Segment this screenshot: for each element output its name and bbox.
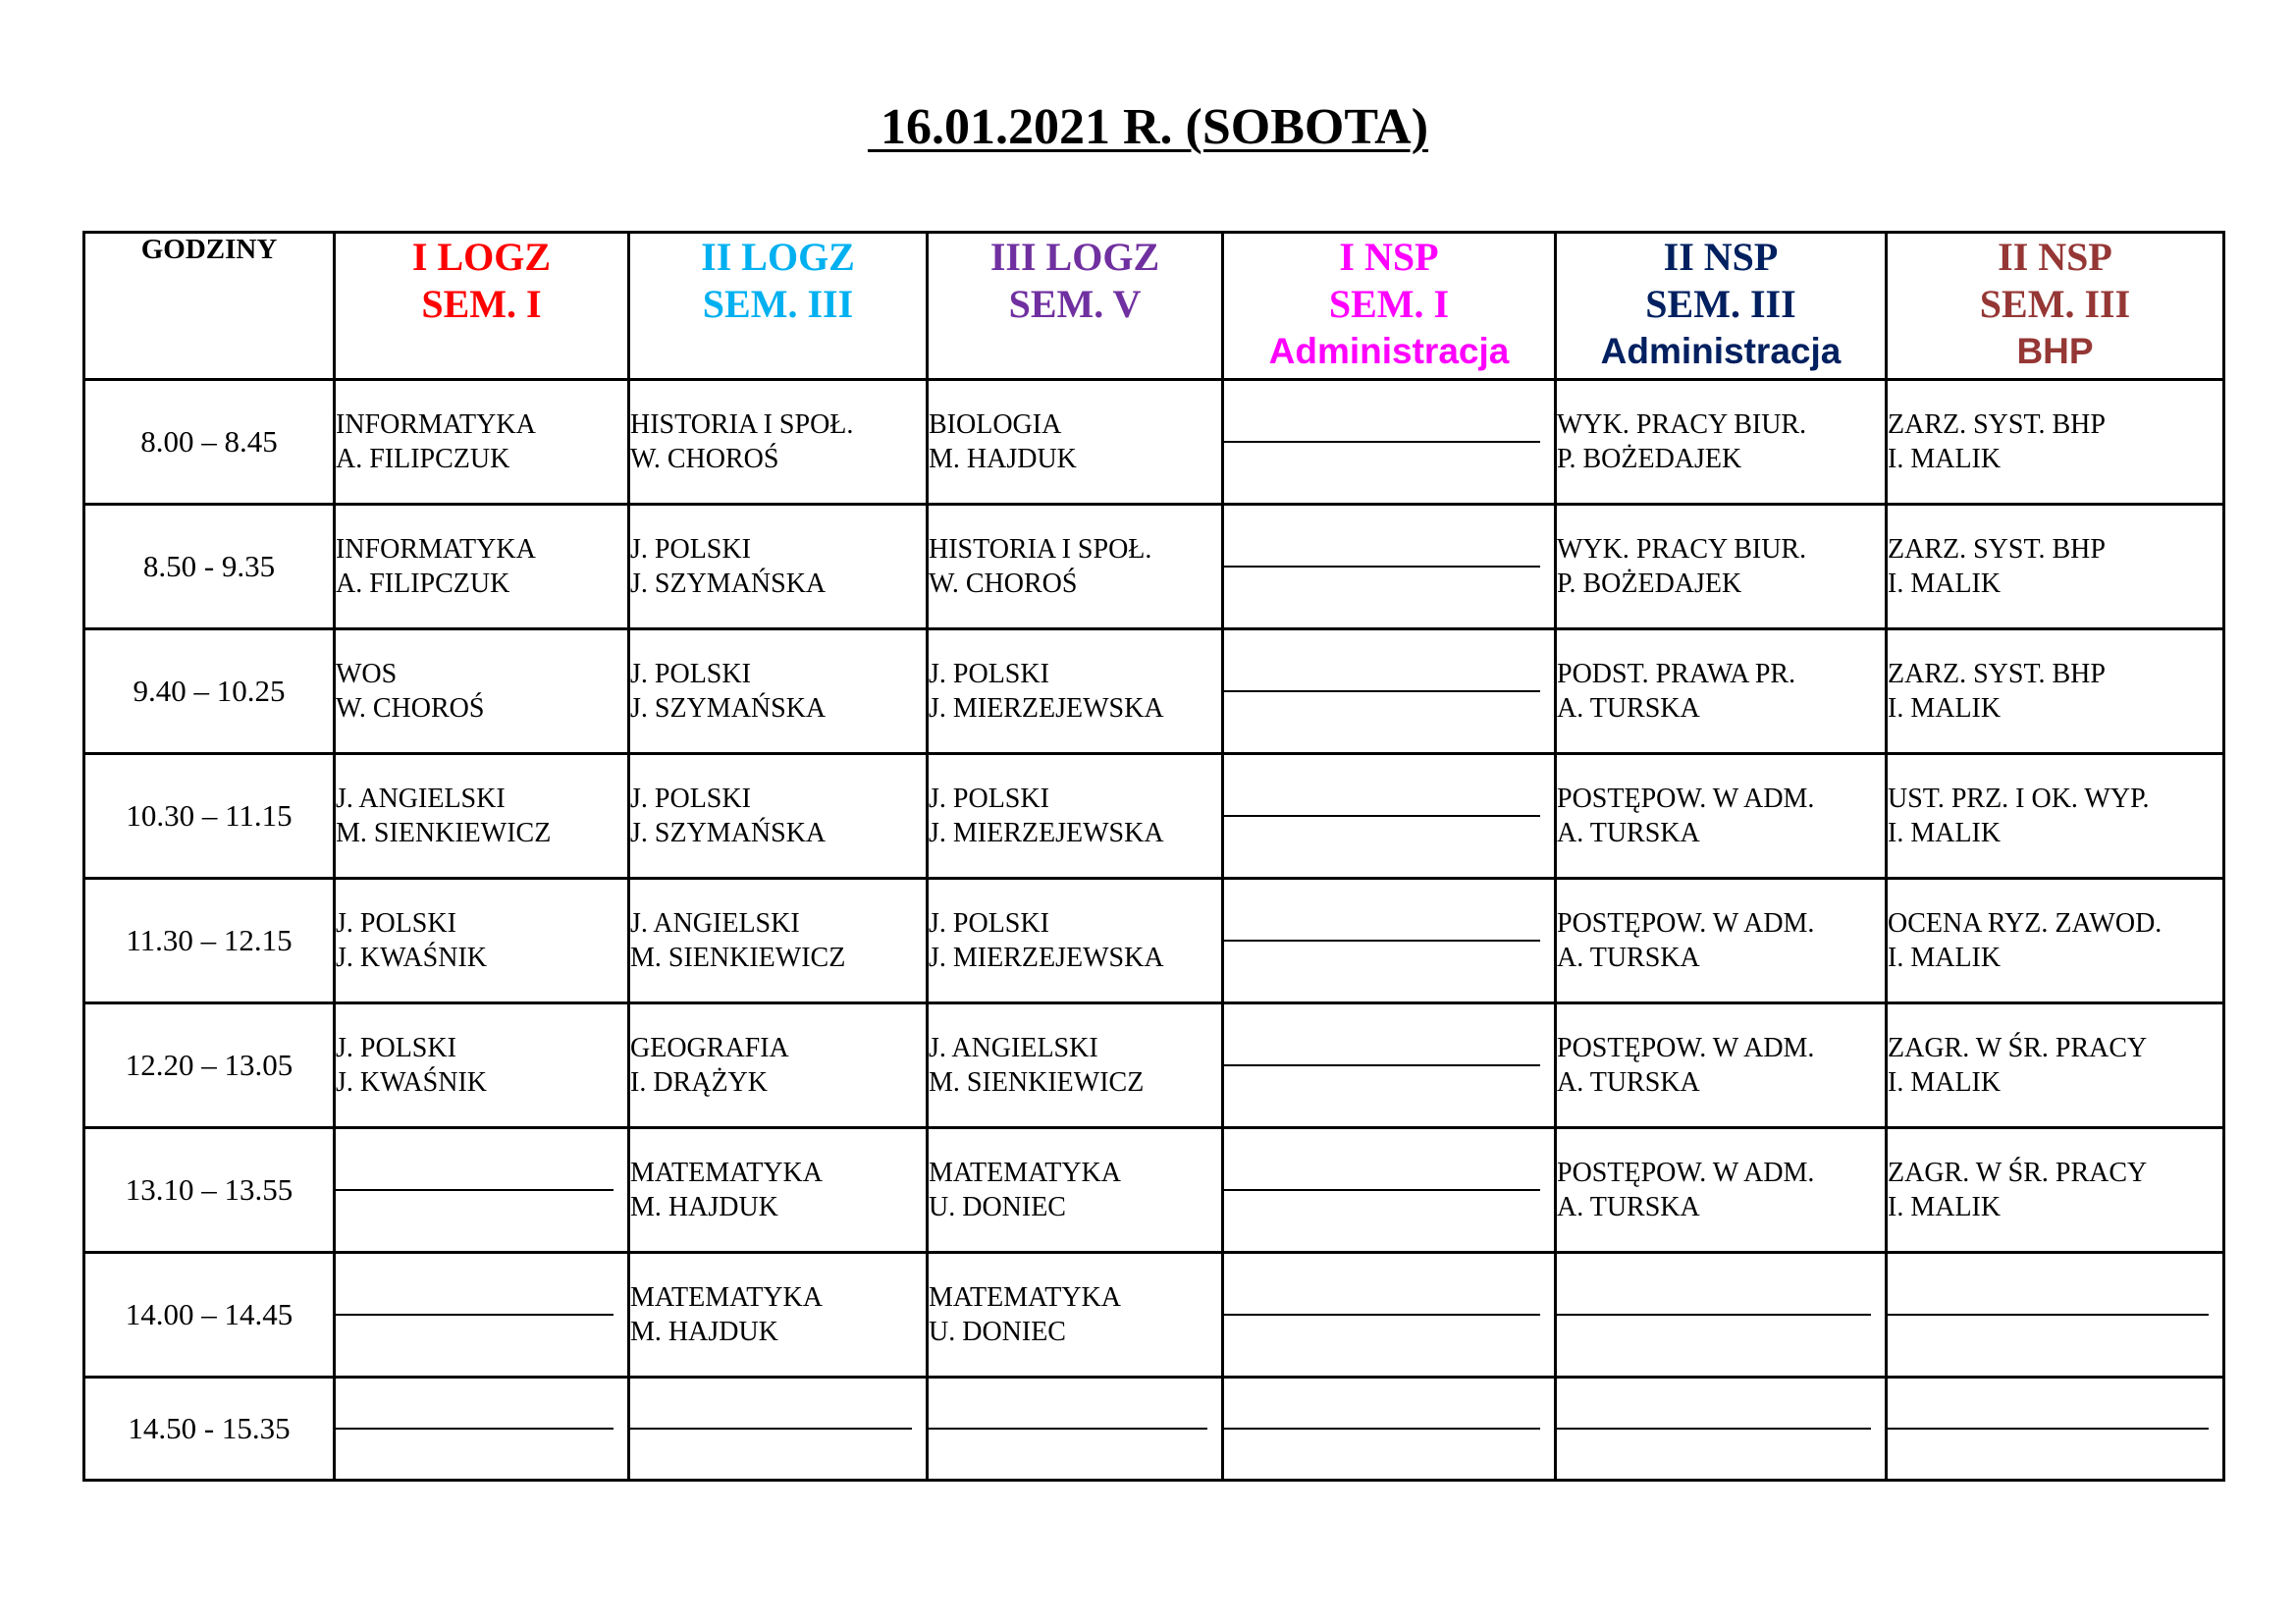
empty-cell <box>629 1378 928 1481</box>
group-header <box>1887 233 2224 380</box>
group-name: I LOGZ <box>411 235 552 279</box>
empty-cell <box>335 1128 629 1253</box>
lesson-cell <box>1887 505 2224 629</box>
group-name: II LOGZ <box>701 235 855 279</box>
header-row <box>84 233 2224 380</box>
lesson-cell <box>1556 1003 1887 1128</box>
lesson-teacher: U. DONIEC <box>929 1192 1066 1222</box>
lesson-teacher: P. BOŻEDAJEK <box>1557 444 1742 474</box>
lesson-teacher: A. TURSKA <box>1557 1067 1700 1098</box>
time-slot: 14.50 - 15.35 <box>84 1378 335 1481</box>
lesson-cell <box>629 629 928 754</box>
lesson-cell <box>928 754 1223 879</box>
schedule-body <box>84 380 2224 1481</box>
lesson-teacher: I. MALIK <box>1888 1067 2002 1098</box>
lesson-subject: WOS <box>336 659 398 689</box>
empty-slot-line <box>1888 1314 2209 1316</box>
empty-slot-line <box>1224 1064 1540 1066</box>
empty-cell <box>928 1378 1223 1481</box>
lesson-subject: ZAGR. W ŚR. PRACY <box>1888 1033 2148 1063</box>
lesson-cell <box>335 629 629 754</box>
group-header <box>629 233 928 380</box>
empty-cell <box>1223 1128 1556 1253</box>
lesson-subject: MATEMATYKA <box>929 1158 1121 1188</box>
group-semester: SEM. III <box>1979 282 2131 326</box>
lesson-subject: J. POLSKI <box>929 659 1049 689</box>
empty-slot-line <box>336 1428 614 1430</box>
lesson-subject: INFORMATYKA <box>336 409 536 440</box>
lesson-teacher: M. HAJDUK <box>630 1317 778 1347</box>
lesson-teacher: M. SIENKIEWICZ <box>929 1067 1145 1098</box>
empty-cell <box>1223 879 1556 1003</box>
empty-cell <box>1223 1003 1556 1128</box>
lesson-cell <box>928 1003 1223 1128</box>
empty-cell <box>1223 754 1556 879</box>
lesson-subject: HISTORIA I SPOŁ. <box>929 534 1152 565</box>
empty-cell <box>1223 380 1556 505</box>
lesson-teacher: A. TURSKA <box>1557 693 1700 724</box>
empty-slot-line <box>1224 940 1540 942</box>
empty-slot-line <box>1224 815 1540 817</box>
lesson-cell <box>335 1003 629 1128</box>
group-header <box>335 233 629 380</box>
lesson-teacher: I. MALIK <box>1888 818 2002 848</box>
lesson-cell <box>335 879 629 1003</box>
lesson-subject: J. POLSKI <box>929 908 1049 939</box>
lesson-teacher: W. CHOROŚ <box>336 693 485 724</box>
lesson-teacher: J. KWAŚNIK <box>336 1067 487 1098</box>
lesson-cell <box>629 380 928 505</box>
lesson-teacher: A. TURSKA <box>1557 1192 1700 1222</box>
lesson-cell <box>335 505 629 629</box>
lesson-teacher: J. SZYMAŃSKA <box>630 568 827 599</box>
group-specialty: Administracja <box>1600 331 1842 371</box>
group-name: II NSP <box>1663 235 1779 279</box>
hours-header: GODZINY <box>84 233 335 380</box>
empty-cell <box>1556 1378 1887 1481</box>
lesson-cell <box>928 380 1223 505</box>
empty-slot-line <box>1224 690 1540 692</box>
lesson-subject: HISTORIA I SPOŁ. <box>630 409 854 440</box>
group-semester: SEM. III <box>702 282 854 326</box>
lesson-cell <box>1887 380 2224 505</box>
lesson-cell <box>629 1253 928 1378</box>
lesson-subject: GEOGRAFIA <box>630 1033 789 1063</box>
table-row <box>84 505 2224 629</box>
empty-slot-line <box>1224 441 1540 443</box>
lesson-teacher: I. MALIK <box>1888 568 2002 599</box>
lesson-cell <box>1556 505 1887 629</box>
table-row <box>84 754 2224 879</box>
lesson-subject: J. POLSKI <box>630 784 751 814</box>
lesson-teacher: A. TURSKA <box>1557 818 1700 848</box>
time-slot: 11.30 – 12.15 <box>84 879 335 1003</box>
lesson-cell <box>1887 1003 2224 1128</box>
time-slot: 9.40 – 10.25 <box>84 629 335 754</box>
lesson-teacher: J. SZYMAŃSKA <box>630 818 827 848</box>
lesson-cell <box>629 1003 928 1128</box>
lesson-cell <box>1887 754 2224 879</box>
lesson-subject: J. POLSKI <box>929 784 1049 814</box>
lesson-teacher: I. MALIK <box>1888 1192 2002 1222</box>
lesson-subject: ZARZ. SYST. BHP <box>1888 659 2106 689</box>
table-row <box>84 629 2224 754</box>
table-row <box>84 1378 2224 1481</box>
empty-slot-line <box>1557 1314 1871 1316</box>
group-semester: SEM. I <box>1328 282 1450 326</box>
empty-slot-line <box>1224 1314 1540 1316</box>
lesson-cell <box>1556 754 1887 879</box>
group-header <box>1556 233 1887 380</box>
empty-cell <box>1556 1253 1887 1378</box>
lesson-subject: J. ANGIELSKI <box>929 1033 1098 1063</box>
empty-slot-line <box>929 1428 1207 1430</box>
empty-cell <box>335 1378 629 1481</box>
empty-slot-line <box>1557 1428 1871 1430</box>
empty-slot-line <box>336 1314 614 1316</box>
time-slot: 14.00 – 14.45 <box>84 1253 335 1378</box>
lesson-subject: ZARZ. SYST. BHP <box>1888 409 2106 440</box>
time-slot: 8.50 - 9.35 <box>84 505 335 629</box>
group-name: II NSP <box>1998 235 2112 279</box>
lesson-teacher: A. FILIPCZUK <box>336 444 510 474</box>
lesson-subject: J. POLSKI <box>630 659 751 689</box>
lesson-teacher: A. FILIPCZUK <box>336 568 510 599</box>
empty-cell <box>1223 629 1556 754</box>
empty-cell <box>1223 1378 1556 1481</box>
lesson-subject: UST. PRZ. I OK. WYP. <box>1888 784 2150 814</box>
lesson-teacher: J. MIERZEJEWSKA <box>929 818 1164 848</box>
lesson-cell <box>1556 380 1887 505</box>
lesson-cell <box>1887 879 2224 1003</box>
lesson-teacher: J. SZYMAŃSKA <box>630 693 827 724</box>
group-semester: SEM. III <box>1645 282 1796 326</box>
lesson-subject: WYK. PRACY BIUR. <box>1557 409 1807 440</box>
time-slot: 10.30 – 11.15 <box>84 754 335 879</box>
time-slot: 8.00 – 8.45 <box>84 380 335 505</box>
lesson-teacher: W. CHOROŚ <box>630 444 779 474</box>
lesson-subject: ZAGR. W ŚR. PRACY <box>1888 1158 2148 1188</box>
table-row <box>84 1253 2224 1378</box>
table-row <box>84 1128 2224 1253</box>
lesson-subject: J. ANGIELSKI <box>630 908 800 939</box>
lesson-cell <box>629 754 928 879</box>
group-name: III LOGZ <box>989 235 1160 279</box>
time-slot: 13.10 – 13.55 <box>84 1128 335 1253</box>
lesson-teacher: I. DRĄŻYK <box>630 1067 768 1098</box>
lesson-cell <box>629 1128 928 1253</box>
lesson-cell <box>928 1253 1223 1378</box>
table-row <box>84 1003 2224 1128</box>
lesson-subject: ZARZ. SYST. BHP <box>1888 534 2106 565</box>
lesson-teacher: U. DONIEC <box>929 1317 1066 1347</box>
table-row <box>84 879 2224 1003</box>
group-header <box>1223 233 1556 380</box>
lesson-cell <box>1887 629 2224 754</box>
lesson-teacher: J. MIERZEJEWSKA <box>929 693 1164 724</box>
lesson-subject: MATEMATYKA <box>929 1282 1121 1313</box>
lesson-cell <box>629 879 928 1003</box>
group-header <box>928 233 1223 380</box>
lesson-subject: POSTĘPOW. W ADM. <box>1557 1033 1815 1063</box>
group-name: I NSP <box>1339 235 1439 279</box>
schedule-table <box>82 231 2225 1482</box>
group-semester: SEM. V <box>1008 282 1142 326</box>
empty-cell <box>1887 1378 2224 1481</box>
lesson-teacher: P. BOŻEDAJEK <box>1557 568 1742 599</box>
lesson-teacher: W. CHOROŚ <box>929 568 1078 599</box>
lesson-subject: POSTĘPOW. W ADM. <box>1557 784 1815 814</box>
lesson-teacher: I. MALIK <box>1888 943 2002 973</box>
lesson-teacher: I. MALIK <box>1888 444 2002 474</box>
lesson-subject: BIOLOGIA <box>929 409 1062 440</box>
lesson-subject: POSTĘPOW. W ADM. <box>1557 908 1815 939</box>
lesson-cell <box>1556 1128 1887 1253</box>
lesson-subject: J. POLSKI <box>336 1033 456 1063</box>
lesson-cell <box>335 380 629 505</box>
empty-slot-line <box>1888 1428 2209 1430</box>
page-title <box>0 98 2296 156</box>
lesson-subject: J. POLSKI <box>630 534 751 565</box>
lesson-subject: POSTĘPOW. W ADM. <box>1557 1158 1815 1188</box>
lesson-cell <box>1556 879 1887 1003</box>
lesson-subject: J. ANGIELSKI <box>336 784 506 814</box>
empty-cell <box>1223 505 1556 629</box>
empty-cell <box>335 1253 629 1378</box>
empty-cell <box>1887 1253 2224 1378</box>
lesson-subject: WYK. PRACY BIUR. <box>1557 534 1807 565</box>
lesson-cell <box>928 879 1223 1003</box>
empty-slot-line <box>1224 566 1540 568</box>
lesson-teacher: M. SIENKIEWICZ <box>336 818 552 848</box>
group-specialty: Administracja <box>1268 331 1510 371</box>
table-row <box>84 380 2224 505</box>
page-title-text: 16.01.2021 R. (SOBOTA) <box>867 99 1429 155</box>
lesson-cell <box>928 629 1223 754</box>
lesson-subject: J. POLSKI <box>336 908 456 939</box>
lesson-subject: PODST. PRAWA PR. <box>1557 659 1796 689</box>
lesson-teacher: J. KWAŚNIK <box>336 943 487 973</box>
group-specialty: BHP <box>2016 331 2094 371</box>
lesson-cell <box>928 505 1223 629</box>
lesson-teacher: M. HAJDUK <box>630 1192 778 1222</box>
lesson-subject: OCENA RYZ. ZAWOD. <box>1888 908 2163 939</box>
lesson-cell <box>335 754 629 879</box>
empty-slot-line <box>1224 1189 1540 1191</box>
lesson-teacher: M. SIENKIEWICZ <box>630 943 846 973</box>
lesson-teacher: M. HAJDUK <box>929 444 1077 474</box>
lesson-cell <box>1887 1128 2224 1253</box>
empty-slot-line <box>1224 1428 1540 1430</box>
time-slot: 12.20 – 13.05 <box>84 1003 335 1128</box>
lesson-cell <box>1556 629 1887 754</box>
lesson-subject: MATEMATYKA <box>630 1158 823 1188</box>
group-semester: SEM. I <box>421 282 542 326</box>
lesson-teacher: A. TURSKA <box>1557 943 1700 973</box>
lesson-teacher: I. MALIK <box>1888 693 2002 724</box>
lesson-teacher: J. MIERZEJEWSKA <box>929 943 1164 973</box>
lesson-subject: MATEMATYKA <box>630 1282 823 1313</box>
empty-cell <box>1223 1253 1556 1378</box>
empty-slot-line <box>336 1189 614 1191</box>
lesson-subject: INFORMATYKA <box>336 534 536 565</box>
lesson-cell <box>629 505 928 629</box>
empty-slot-line <box>630 1428 912 1430</box>
lesson-cell <box>928 1128 1223 1253</box>
